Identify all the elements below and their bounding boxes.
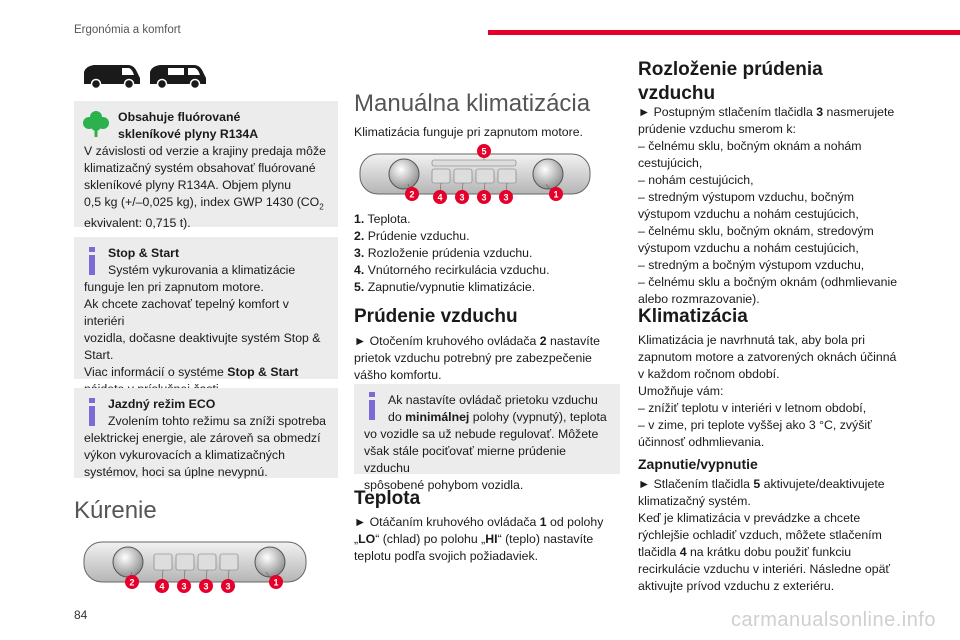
svg-text:3: 3 xyxy=(181,581,187,592)
aircon-title: Klimatizácia xyxy=(638,306,748,327)
stop-start-line-3: Ak chcete zachovať tepelný komfort v interiéri xyxy=(84,297,289,328)
onoff-text: ► Stlačením tlačidla 5 aktivujete/deaktivujete klimatizačný systém. Keď je klimatizácia v prevádzke a chcete rýchlejšie ochladiť vzduch, môžete stlačením tlačidla 4 na krátku dobu použiť funkciu recirkulácie vzduchu v interiéri. Následne opäť aktivujte prívod vzduchu z exteriéru. xyxy=(638,477,891,593)
r134a-line-2: klimatizačný systém obsahovať fluórované xyxy=(84,161,316,175)
svg-text:3: 3 xyxy=(481,192,487,203)
info-icon xyxy=(366,392,378,420)
eco-mode-notice xyxy=(74,388,338,478)
temperature-title: Teplota xyxy=(354,488,421,509)
airflow-title: Prúdenie vzduchu xyxy=(354,306,518,327)
stop-start-line-5: Start. xyxy=(84,348,114,362)
svg-text:3: 3 xyxy=(225,581,231,592)
stop-start-title: Stop & Start xyxy=(108,246,180,260)
ac-temperature-knob xyxy=(533,159,563,189)
ac-control-panel xyxy=(356,142,596,210)
list-item: 2. Prúdenie vzduchu. xyxy=(354,229,470,243)
svg-text:2: 2 xyxy=(129,577,135,588)
watermark: carmanualsonline.info xyxy=(730,609,936,631)
distribution-title: Rozloženie prúdenia vzduchu xyxy=(638,59,823,104)
eco-line-3: výkon vykurovacích a klimatizačných xyxy=(84,448,285,462)
svg-text:5: 5 xyxy=(481,146,487,157)
temperature-knob xyxy=(255,547,285,577)
manual-ac-title: Manuálna klimatizácia xyxy=(354,90,591,117)
airflow-knob xyxy=(113,547,143,577)
r134a-line-3: skleníkové plyny R134A. Objem plynu xyxy=(84,178,292,192)
eco-line-1: Zvolením tohto režimu sa zníži spotreba xyxy=(108,414,327,428)
eco-title: Jazdný režim ECO xyxy=(108,397,216,411)
eco-line-2: elektrickej energie, ale zároveň sa obmedzí xyxy=(84,431,321,445)
manual-ac-intro: Klimatizácia funguje pri zapnutom motore. xyxy=(354,125,583,139)
temperature-text: ► Otáčaním kruhového ovládača 1 od polohy „LO“ (chlad) po polohu „HI“ (teplo) nastavíte teplotu podľa svojich požiadaviek. xyxy=(354,515,604,563)
ac-controls-list xyxy=(354,211,620,296)
list-item: 1. Teplota. xyxy=(354,212,411,226)
list-item: 5. Zapnutie/vypnutie klimatizácie. xyxy=(354,280,536,294)
green-leaf-icon xyxy=(82,109,110,139)
van-variants-icon xyxy=(82,60,212,92)
stop-start-line-6: Viac informácií o systéme Stop & Start xyxy=(84,365,299,379)
r134a-gas-notice xyxy=(74,101,338,231)
airflow-min-notice: Ak nastavíte ovládač prietoku vzduchu do minimálnej polohy (vypnutý), teplota vo vozidle sa už nebude regulovať. Môžete však stále pociťovať mierne prúdenie vzduchu spôsobené pohybom vozidla. xyxy=(354,384,620,474)
stop-start-line-4: vozidla, dočasne deaktivujte systém Stop & xyxy=(84,331,321,345)
info-icon xyxy=(86,247,98,275)
r134a-line-5: ekvivalent: 0,715 t). xyxy=(84,216,191,231)
r134a-line-4: 0,5 kg (+/–0,025 kg), index GWP 1430 ($CO_2$ xyxy=(84,195,324,212)
stop-start-line-1: Systém vykurovania a klimatizácie xyxy=(108,263,296,277)
svg-text:3: 3 xyxy=(203,581,209,592)
stop-start-line-2: funguje len pri zapnutom motore. xyxy=(84,280,264,294)
stop-start-notice xyxy=(74,237,338,379)
svg-text:3: 3 xyxy=(459,192,465,203)
airflow-text: ► Otočením kruhového ovládača 2 nastavíte prietok vzduchu potrebný pre zabezpečenie vášho komfortu. xyxy=(354,334,600,382)
list-item: 3. Rozloženie prúdenia vzduchu. xyxy=(354,246,533,260)
aircon-text: Klimatizácia je navrhnutá tak, aby bola pri zapnutom motore a zatvorených oknách účinná v každom ročnom období. Umožňuje vám: – znížiť teplotu v interiéri v letnom období, – v zime, pri teplote vyššej ako 3 °C, zvýšiť účinnosť odhmlievania. xyxy=(638,333,897,449)
r134a-line-1: V závislosti od verzie a krajiny predaja môže xyxy=(84,144,326,158)
heating-control-panel xyxy=(80,538,310,598)
heating-title: Kúrenie xyxy=(74,497,157,524)
svg-text:4: 4 xyxy=(159,581,165,592)
svg-text:3: 3 xyxy=(503,192,509,203)
svg-text:4: 4 xyxy=(437,192,443,203)
distribution-text: ► Postupným stlačením tlačidla 3 nasmerujete prúdenie vzduchu smerom k: – čelnému sklu, bočným oknám a nohám cestujúcich, – nohám cestujúcich, – stredným výstupom vzduchu, bočným výstupom vzduchu a nohám cestujúcich, – čelnému sklu, bočným oknám, stredovým výstupom vzduchu a nohám cestujúcich, – stredným a bočným výstupom vzduchu, – čelnému sklu a bočným oknám (odhmlievanie alebo rozmrazovanie). xyxy=(638,105,898,306)
eco-line-4: systémov, hoci sa úplne nevypnú. xyxy=(84,465,268,479)
ac-airflow-knob xyxy=(389,159,419,189)
onoff-title: Zapnutie/vypnutie xyxy=(638,456,758,472)
svg-text:2: 2 xyxy=(409,189,415,200)
info-icon xyxy=(86,398,98,426)
section-header: Ergonómia a komfort xyxy=(74,24,181,36)
list-item: 4. Vnútorného recirkulácia vzduchu. xyxy=(354,263,550,277)
header-accent-bar xyxy=(488,30,960,35)
r134a-title: Obsahuje fluórované skleníkové plyny R134A xyxy=(118,110,259,141)
page-number: 84 xyxy=(74,608,88,622)
svg-text:1: 1 xyxy=(553,189,559,200)
svg-text:1: 1 xyxy=(273,577,279,588)
